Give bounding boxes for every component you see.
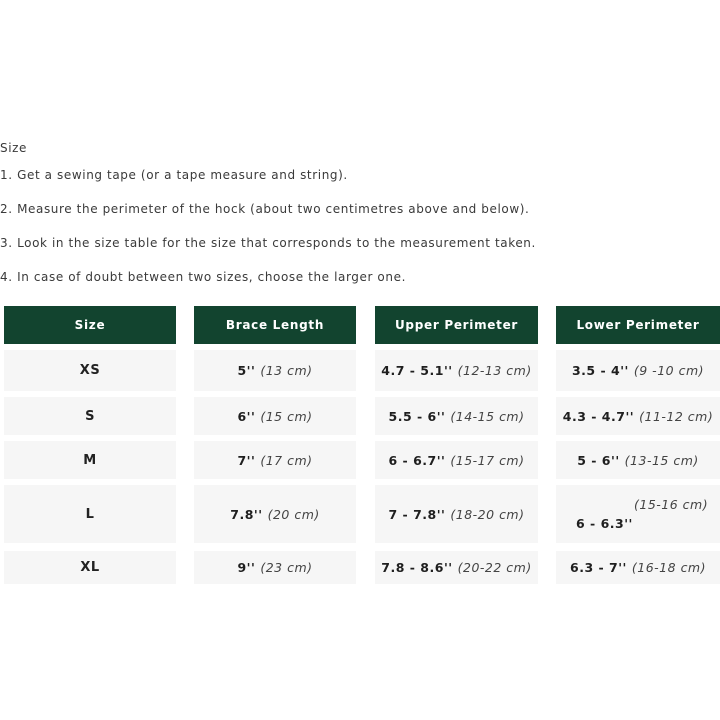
size-value: L	[85, 506, 95, 522]
size-cell	[4, 485, 176, 543]
column-header-brace-length: Brace Length	[194, 306, 356, 344]
size-value: XS	[79, 363, 101, 378]
column-header-upper-perimeter: Upper Perimeter	[375, 306, 538, 344]
brace-inches: 7.8''	[230, 506, 263, 522]
lower-inches: 4.3 - 4.7''	[562, 408, 635, 424]
table-row	[4, 397, 720, 435]
lower-perimeter-cell	[556, 397, 720, 435]
brace-length-cell	[194, 397, 356, 435]
brace-inches: 5''	[237, 363, 256, 378]
brace-inches: 7''	[237, 452, 256, 468]
size-cell	[4, 397, 176, 435]
upper-cm: (14-15 cm)	[450, 408, 525, 424]
upper-inches: 7 - 7.8''	[388, 506, 446, 522]
lower-cm: (13-15 cm)	[624, 452, 699, 468]
lower-cm: (11-12 cm)	[639, 408, 714, 424]
lower-cm: (9 -10 cm)	[633, 363, 704, 378]
brace-inches: 9''	[237, 560, 256, 575]
upper-perimeter-cell	[375, 485, 538, 543]
size-table	[4, 306, 720, 584]
brace-length-cell	[194, 350, 356, 391]
size-value: XL	[80, 560, 100, 575]
brace-cm: (13 cm)	[260, 363, 313, 378]
instruction-step-3: 3. Look in the size table for the size that corresponds to the measurement taken.	[0, 236, 536, 250]
brace-cm: (15 cm)	[260, 408, 313, 424]
lower-cm: (15-16 cm)	[634, 497, 709, 512]
upper-perimeter-cell	[375, 350, 538, 391]
brace-cm: (20 cm)	[267, 506, 320, 522]
table-header-row	[4, 306, 720, 344]
upper-perimeter-cell	[375, 441, 538, 479]
column-header-lower-perimeter: Lower Perimeter	[556, 306, 720, 344]
brace-cm: (23 cm)	[260, 560, 313, 575]
size-value: S	[85, 408, 95, 424]
lower-inches: 6.3 - 7''	[570, 560, 627, 575]
lower-inches: 6 - 6.3''	[576, 516, 633, 531]
table-row	[4, 485, 720, 543]
brace-length-cell	[194, 551, 356, 584]
upper-cm: (20-22 cm)	[457, 560, 532, 575]
size-value: M	[83, 452, 97, 468]
lower-perimeter-cell	[556, 551, 720, 584]
brace-inches: 6''	[237, 408, 256, 424]
instruction-step-4: 4. In case of doubt between two sizes, choose the larger one.	[0, 270, 406, 284]
lower-perimeter-cell	[556, 441, 720, 479]
upper-cm: (12-13 cm)	[457, 363, 532, 378]
instruction-step-1: 1. Get a sewing tape (or a tape measure and string).	[0, 168, 348, 182]
size-instructions	[0, 139, 700, 302]
brace-length-cell	[194, 485, 356, 543]
brace-cm: (17 cm)	[260, 452, 313, 468]
table-row	[4, 350, 720, 391]
lower-inches: 5 - 6''	[577, 452, 620, 468]
upper-inches: 5.5 - 6''	[388, 408, 446, 424]
column-header-size: Size	[4, 306, 176, 344]
upper-perimeter-cell	[375, 551, 538, 584]
section-title: Size	[0, 141, 28, 155]
upper-perimeter-cell	[375, 397, 538, 435]
size-cell	[4, 350, 176, 391]
lower-cm: (16-18 cm)	[631, 560, 706, 575]
table-row	[4, 551, 720, 584]
upper-inches: 6 - 6.7''	[388, 452, 446, 468]
lower-inches: 3.5 - 4''	[571, 363, 629, 378]
table-row	[4, 441, 720, 479]
lower-perimeter-cell	[556, 485, 720, 543]
upper-inches: 4.7 - 5.1''	[381, 363, 453, 378]
instruction-step-2: 2. Measure the perimeter of the hock (about two centimetres above and below).	[0, 202, 530, 216]
upper-inches: 7.8 - 8.6''	[381, 560, 453, 575]
brace-length-cell	[194, 441, 356, 479]
size-cell	[4, 441, 176, 479]
lower-perimeter-cell	[556, 350, 720, 391]
size-cell	[4, 551, 176, 584]
upper-cm: (15-17 cm)	[450, 452, 525, 468]
upper-cm: (18-20 cm)	[450, 506, 525, 522]
